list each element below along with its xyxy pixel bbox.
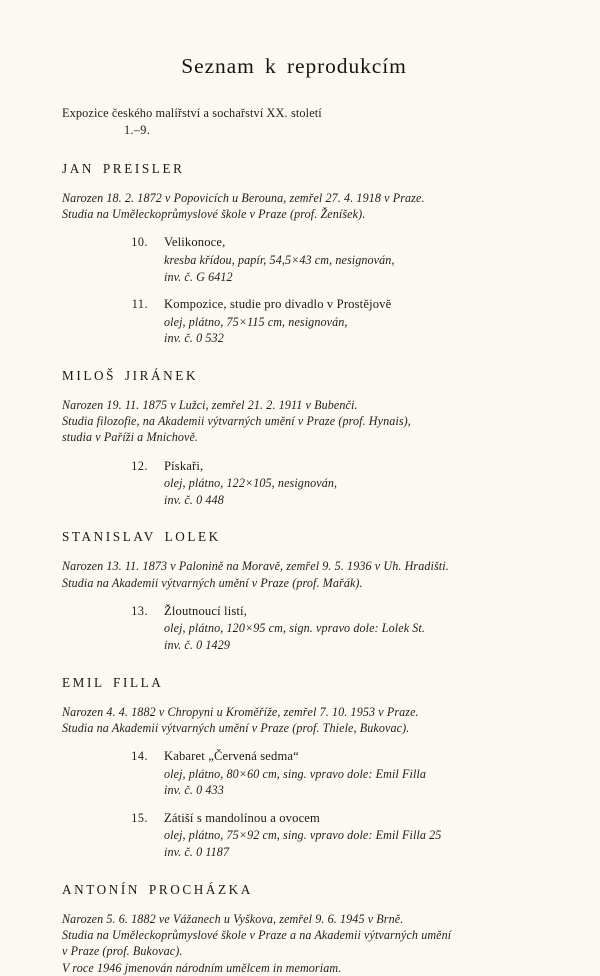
artist-name: EMIL FILLA <box>62 674 164 690</box>
work-entry <box>62 296 540 347</box>
artist-biography-line: studia v Paříži a Mnichově. <box>62 430 199 445</box>
artist-biography-line: Narozen 19. 11. 1875 v Lužci, zemřel 21. 2. 1911 v Bubenči. <box>62 397 358 412</box>
artist-biography-line: Narozen 4. 4. 1882 v Chropyni u Kroměříže, zemřel 7. 10. 1953 v Praze. <box>62 704 419 719</box>
work-title: Kabaret „Červená sedma“ <box>164 749 299 764</box>
work-entry <box>62 748 540 799</box>
work-details <box>164 458 540 509</box>
works-list <box>62 748 540 861</box>
work-title: Kompozice, studie pro divadlo v Prostějově <box>164 297 392 312</box>
exposition-range: 1.–9. <box>124 123 151 138</box>
artist-block <box>62 882 540 976</box>
artist-biography-line: Studia na Uměleckoprůmyslové škole v Praze a na Akademii výtvarných umění <box>62 928 452 943</box>
artist-biography <box>62 558 540 591</box>
artist-biography-line: Narozen 5. 6. 1882 ve Vážanech u Vyškova, zemřel 9. 6. 1945 v Brně. <box>62 911 404 926</box>
work-title: Velikonoce, <box>164 235 226 250</box>
work-title: Pískaři, <box>164 458 204 473</box>
artist-block <box>62 529 540 653</box>
work-title: Žloutnoucí listí, <box>164 604 248 619</box>
work-inventory-number: inv. č. 0 448 <box>164 492 224 507</box>
artist-biography-line: V roce 1946 jmenován národním umělcem in memoriam. <box>62 960 342 975</box>
work-description: olej, plátno, 120×95 cm, sign. vpravo dole: Lolek St. <box>164 621 426 636</box>
work-details <box>164 748 540 799</box>
work-inventory-number: inv. č. 0 532 <box>164 331 224 346</box>
artist-biography <box>62 704 540 737</box>
artist-biography-line: Studia na Akademii výtvarných umění v Praze (prof. Thiele, Bukovac). <box>62 721 410 736</box>
artist-biography <box>62 911 540 976</box>
works-list <box>62 234 540 347</box>
work-details <box>164 810 540 861</box>
artist-list <box>62 161 540 976</box>
work-number: 10. <box>131 235 148 250</box>
work-description: olej, plátno, 122×105, nesignován, <box>164 476 338 491</box>
work-details <box>164 296 540 347</box>
work-number: 13. <box>131 604 148 619</box>
work-description: kresba křídou, papír, 54,5×43 cm, nesignován, <box>164 252 395 267</box>
exposition-line: Expozice českého malířství a sochařství XX. století <box>62 106 322 120</box>
work-inventory-number: inv. č. 0 433 <box>164 783 224 798</box>
works-list <box>62 458 540 509</box>
artist-block <box>62 675 540 861</box>
work-entry <box>62 234 540 285</box>
page-content <box>62 54 540 976</box>
artist-name: STANISLAV LOLEK <box>62 529 221 545</box>
work-number: 15. <box>131 811 148 826</box>
artist-biography <box>62 397 540 446</box>
work-details <box>164 234 540 285</box>
artist-biography-line: Studia filozofie, na Akademii výtvarných umění v Praze (prof. Hynais), <box>62 414 411 429</box>
work-entry <box>62 810 540 861</box>
work-number: 12. <box>131 458 148 473</box>
work-description: olej, plátno, 75×115 cm, nesignován, <box>164 314 348 329</box>
artist-name: JAN PREISLER <box>62 160 185 176</box>
work-details <box>164 603 540 654</box>
artist-biography-line: Narozen 13. 11. 1873 v Palonině na Moravě, zemřel 9. 5. 1936 v Uh. Hradišti. <box>62 559 449 574</box>
work-inventory-number: inv. č. 0 1429 <box>164 638 230 653</box>
work-title: Zátiší s mandolínou a ovocem <box>164 811 320 826</box>
artist-block <box>62 368 540 509</box>
artist-name: MILOŠ JIRÁNEK <box>62 367 199 383</box>
artist-biography-line: Studia na Uměleckoprůmyslové škole v Praze (prof. Ženíšek). <box>62 207 366 222</box>
work-inventory-number: inv. č. G 6412 <box>164 269 233 284</box>
work-number: 11. <box>131 297 148 312</box>
artist-biography-line: Studia na Akademii výtvarných umění v Praze (prof. Mařák). <box>62 575 363 590</box>
artist-biography-line: Narozen 18. 2. 1872 v Popovicích u Berouna, zemřel 27. 4. 1918 v Praze. <box>62 190 425 205</box>
work-number: 14. <box>131 749 148 764</box>
work-entry <box>62 458 540 509</box>
artist-biography-line: v Praze (prof. Bukovac). <box>62 944 183 959</box>
artist-name: ANTONÍN PROCHÁZKA <box>62 881 253 897</box>
work-entry <box>62 603 540 654</box>
work-description: olej, plátno, 75×92 cm, sing. vpravo dole: Emil Filla 25 <box>164 828 442 843</box>
artist-block <box>62 161 540 347</box>
page-title: Seznam k reprodukcím <box>181 54 407 78</box>
artist-biography <box>62 190 540 223</box>
work-description: olej, plátno, 80×60 cm, sing. vpravo dole: Emil Filla <box>164 766 427 781</box>
works-list <box>62 603 540 654</box>
work-inventory-number: inv. č. 0 1187 <box>164 845 230 860</box>
